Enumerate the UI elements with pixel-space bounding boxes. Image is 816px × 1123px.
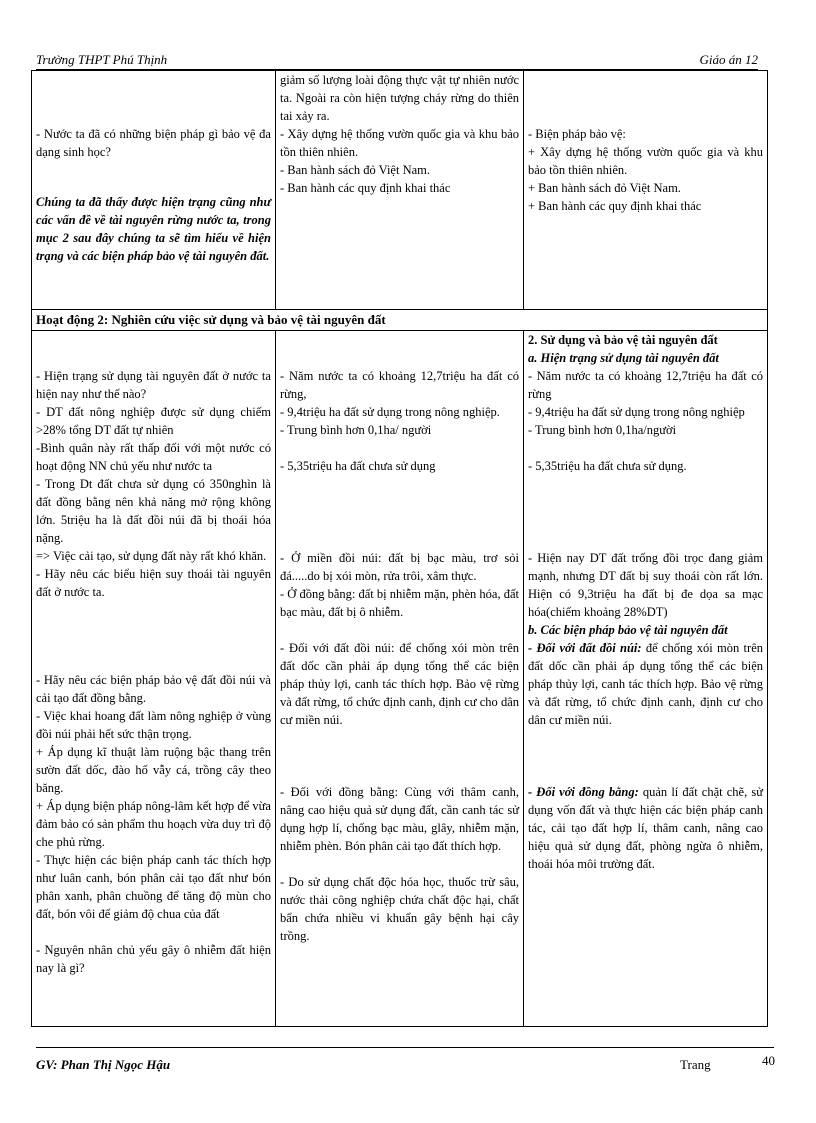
answer-item: - Ban hành sách đỏ Việt Nam. <box>279 163 430 177</box>
note-text: - DT đất nông nghiệp được sử dụng chiếm >28% tổng DT đất tự nhiên <box>36 405 271 437</box>
activity-heading: Hoạt động 2: Nghiên cứu việc sử dụng và bảo vệ tài nguyên đất <box>32 310 768 331</box>
answer-text: - Ở miền đồi núi: đất bị bạc màu, trơ sỏi đá.....do bị xói mòn, rửa trôi, xâm thực. <box>279 551 519 583</box>
page-number: 40 <box>762 1053 775 1068</box>
table-row <box>32 331 768 1027</box>
page-header <box>36 52 758 70</box>
transition-text: Chúng ta đã thấy được hiện trạng cũng như các vấn đề về tài nguyên rừng nước ta, trong mục 2 sau đây chúng ta sẽ tìm hiểu về hiện trạng và các biện pháp bảo vệ tài nguyên đất. <box>36 195 271 263</box>
content-cell <box>524 331 768 1027</box>
body-text: để chống xói mòn trên đất dốc cần phải áp dụng tổng thể các biện pháp thủy lợi, canh tác thích hợp. Bảo vệ rừng và đất rừng, tổ chức định canh, định cư cho dân cư miền núi. <box>528 641 763 727</box>
measure-item: + Xây dựng hệ thống vườn quốc gia và khu bảo tồn thiên nhiên. <box>528 145 763 177</box>
student-activity-cell <box>275 331 523 1027</box>
page-footer <box>36 1047 774 1078</box>
note-text: - Việc khai hoang đất làm nông nghiệp ở vùng đồi núi phải hết sức thận trọng. <box>36 709 271 741</box>
measures-title: - Biện pháp bảo vệ: <box>528 127 626 141</box>
question-text: - Hiện trạng sử dụng tài nguyên đất ở nước ta hiện nay như thế nào? <box>36 369 271 401</box>
table-row <box>32 71 768 310</box>
content-text: - 9,4triệu ha đất sử dụng trong nông nghiệp <box>528 405 745 419</box>
subsection-heading: a. Hiện trạng sử dụng tài nguyên đất <box>528 351 719 365</box>
question-text: - Nước ta đã có những biện pháp gì bảo vệ đa dạng sinh học? <box>36 127 271 159</box>
content-text <box>528 639 763 729</box>
school-name: Trường THPT Phú Thịnh <box>36 52 168 67</box>
lesson-table <box>31 70 768 1027</box>
note-text: -Bình quân này rất thấp đối với một nước có hoạt động NN chủ yếu như nước ta <box>36 441 271 473</box>
teacher-activity-cell <box>32 71 276 310</box>
lead-text: - Đối với đất đồi núi: <box>528 641 642 655</box>
answer-text: - Đối với đồng bằng: Cùng với thâm canh, nâng cao hiệu quả sử dụng đất, cần canh tác sử dụng hợp lí, chống bạc màu, glây, nhiễm mặn, nhiễm phèn. Bón phân cải tạo đất thích hợp. <box>279 785 519 853</box>
content-text: - Trung bình hơn 0,1ha/người <box>528 423 677 437</box>
content-text <box>528 783 763 873</box>
content-cell <box>524 71 768 310</box>
measure-item: + Ban hành các quy định khai thác <box>528 199 702 213</box>
question-text: - Nguyên nhân chủ yếu gây ô nhiễm đất hiện nay là gì? <box>36 943 271 975</box>
author-name: GV: Phan Thị Ngọc Hậu <box>36 1057 171 1072</box>
page-label: Trang <box>680 1057 711 1072</box>
content-text: - Năm nước ta có khoảng 12,7triệu ha đất có rừng <box>528 369 763 401</box>
question-text: - Hãy nêu các biểu hiện suy thoái tài nguyên đất ở nước ta. <box>36 567 271 599</box>
note-text: - Trong Dt đất chưa sử dụng có 350nghìn là đất đồng bằng nên khả năng mở rộng không lớn. 5triệu ha là đất đồi núi đã bị thoái hóa nặng. <box>36 477 271 545</box>
note-text: => Việc cải tạo, sử dụng đất này rất khó khăn. <box>36 549 267 563</box>
student-activity-cell <box>275 71 523 310</box>
answer-text: - Do sử dụng chất độc hóa học, thuốc trừ sâu, nước thải công nghiệp chứa chất độc hại, chất bẩn chứa nhiều vi khuẩn gây bệnh hại cây trồng. <box>279 875 519 943</box>
question-text: - Hãy nêu các biện pháp bảo vệ đất đồi núi và cải tạo đất đồng bằng. <box>36 673 271 705</box>
body-text: quản lí đất chặt chẽ, sử dụng vốn đất và thực hiện các biện pháp canh tác, cải tạo đất hợp lí, thâm canh, nâng cao hiệu quả sử dụng đất, phòng ngừa ô nhiễm, thoái hóa môi trường đất. <box>528 785 763 871</box>
continued-text: giảm số lượng loài động thực vật tự nhiên nước ta. Ngoài ra còn hiện tượng cháy rừng do thiên tai xảy ra. <box>279 73 519 123</box>
measure-item: + Ban hành sách đỏ Việt Nam. <box>528 181 681 195</box>
note-text: + Áp dụng biện pháp nông-lâm kết hợp để vừa đảm bảo có sản phẩm thu hoạch vừa duy trì độ che phủ rừng. <box>36 799 271 849</box>
answer-item: - Ban hành các quy định khai thác <box>279 181 451 195</box>
teacher-activity-cell <box>32 331 276 1027</box>
answer-text: - Năm nước ta có khoảng 12,7triệu ha đất có rừng, <box>279 369 519 401</box>
answer-text: - 9,4triệu ha đất sử dụng trong nông nghiệp. <box>279 405 500 419</box>
content-text: - 5,35triệu ha đất chưa sử dụng. <box>528 459 687 473</box>
answer-text: - Ở đồng bằng: đất bị nhiễm mặn, phèn hóa, đất bạc màu, đất bị ô nhiễm. <box>279 587 519 619</box>
answer-text: - Đối với đất đồi núi: để chống xói mòn trên đất dốc cần phải áp dụng tổng thể các biện pháp thủy lợi, canh tác thích hợp. Bảo vệ rừng và đất rừng, tổ chức định canh, định cư cho dân cư miền núi. <box>279 641 519 727</box>
answer-text: - 5,35triệu ha đất chưa sử dụng <box>279 459 436 473</box>
section-heading: 2. Sử dụng và bảo vệ tài nguyên đất <box>528 333 718 347</box>
answer-text: - Trung bình hơn 0,1ha/ người <box>279 423 432 437</box>
content-text: - Hiện nay DT đất trống đồi trọc đang giảm mạnh, nhưng DT đất bị suy thoái còn rất lớn. Hiện có 9,3triệu ha đất bị đe dọa sa mạc hóa(chiếm khoảng 28%DT) <box>528 551 763 619</box>
answer-item: - Xây dựng hệ thống vườn quốc gia và khu bảo tồn thiên nhiên. <box>279 127 519 159</box>
note-text: - Thực hiện các biện pháp canh tác thích hợp như luân canh, bón phân cải tạo đất như bón phân xanh, phân chuồng để tăng độ mùn cho đất, bón vôi để giảm độ chua của đất <box>36 853 271 921</box>
note-text: + Áp dụng kĩ thuật làm ruộng bậc thang trên sườn đất dốc, đào hố vẫy cá, trồng cây theo băng. <box>36 745 271 795</box>
subsection-heading: b. Các biện pháp bảo vệ tài nguyên đất <box>528 623 728 637</box>
document-title: Giáo án 12 <box>699 52 758 67</box>
lead-text: - Đối với đồng bằng: <box>528 785 639 799</box>
table-row <box>32 310 768 331</box>
